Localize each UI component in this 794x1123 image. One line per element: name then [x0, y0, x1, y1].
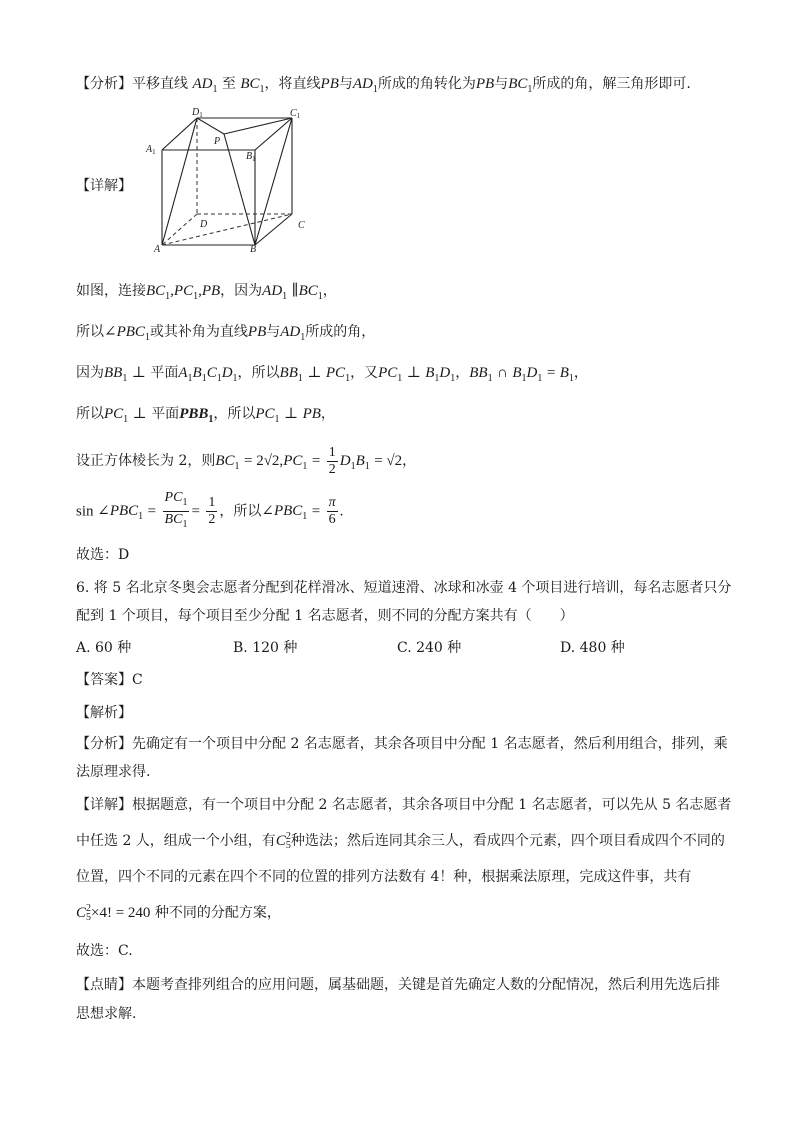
- detail2-line-2: 中任选 2 人，组成一个小组，有C2 5种选法；然后连同其余三人，看成四个元素，四个项目看成四个不同的: [76, 831, 725, 851]
- cube-figure: [140, 104, 320, 254]
- answer-2: 故选：C.: [76, 943, 133, 959]
- option-a: A. 60 种: [76, 640, 132, 656]
- option-d: D. 480 种: [560, 640, 625, 656]
- label-D1: $D_1$: [192, 107, 203, 119]
- comment-line-2: 思想求解.: [76, 1006, 137, 1022]
- proof-line-2: 所以$\angle PBC_1$或其补角为直线PB与$AD_1$所成的角，: [76, 324, 376, 343]
- answer-1: 故选：D: [76, 547, 130, 563]
- analysis2-line-2: 法原理求得.: [76, 764, 151, 780]
- label-B: B: [250, 244, 257, 254]
- option-b: B. 120 种: [233, 640, 298, 656]
- label-B1: $B_1$: [246, 151, 256, 163]
- label-A: A: [154, 244, 161, 254]
- proof-line-3: 因为$BB_1$ ⊥ 平面$A_1B_1C_1D_1$，所以$BB_1$ ⊥ $PC_1$，又$PC_1$ ⊥ $B_1D_1$，$BB_1$ ∩ $B_1D_1 = B_1$，: [76, 365, 588, 384]
- label-P: P: [214, 136, 221, 147]
- answer-tag: 【答案】C: [76, 672, 143, 688]
- label-C1: $C_1$: [290, 108, 301, 120]
- detail2-line-3: 位置，四个不同的元素在四个不同的位置的排列方法数有 4！种，根据乘法原理，完成这件事，共有: [76, 869, 692, 885]
- proof-line-4: 所以$PC_1$ ⊥ 平面$PBB_1$，所以$PC_1$ ⊥ PB，: [76, 406, 335, 425]
- option-c: C. 240 种: [397, 640, 462, 656]
- proof-line-5: 设正方体棱长为 2，则$BC_1 = 2√2,PC_1$ = $\frac{1}{2}$ $D_1B_1 = √2$，: [76, 444, 417, 477]
- question-6-line-2: 配到 1 个项目，每个项目至少分配 1 名志愿者，则不同的分配方案共有（ ）: [76, 608, 574, 624]
- solution-tag: 【解析】: [76, 705, 132, 721]
- analysis-line-1: 【分析】平移直线 $AD_1$ 至 $BC_1$，将直线PB与$AD_1$所成的角转化为PB与$BC_1$所成的角，解三角形即可.: [76, 76, 691, 95]
- proof-line-6: $\sin \angle PBC_1$ = $\frac{PC_1}{BC_1}$ = $\frac{1}{2}$ ，所以$\angle PBC_1$ = $\frac{\pi}{6}$ .: [76, 490, 344, 530]
- detail2-line-4: C2 5×4! = 240 种不同的分配方案，: [76, 903, 281, 923]
- label-D: D: [200, 219, 208, 230]
- label-A1: $A_1$: [146, 144, 156, 156]
- detail-tag: 【详解】: [76, 178, 132, 194]
- proof-line-1: 如图，连接$BC_1,PC_1,PB$，因为$AD_1$ $\parallel BC_1$，: [76, 283, 337, 302]
- detail2-line-1: 【详解】根据题意，有一个项目中分配 2 名志愿者，其余各项目中分配 1 名志愿者，可以先从 5 名志愿者: [76, 797, 732, 813]
- analysis2-line-1: 【分析】先确定有一个项目中分配 2 名志愿者，其余各项目中分配 1 名志愿者，然后利用组合，排列，乘: [76, 736, 728, 752]
- label-C: C: [298, 220, 305, 231]
- comment-line-1: 【点睛】本题考查排列组合的应用问题，属基础题，关键是首先确定人数的分配情况，然后利用先选后排: [76, 977, 720, 993]
- question-6-line-1: 6. 将 5 名北京冬奥会志愿者分配到花样滑冰、短道速滑、冰球和冰壶 4 个项目进行培训，每名志愿者只分: [76, 580, 732, 596]
